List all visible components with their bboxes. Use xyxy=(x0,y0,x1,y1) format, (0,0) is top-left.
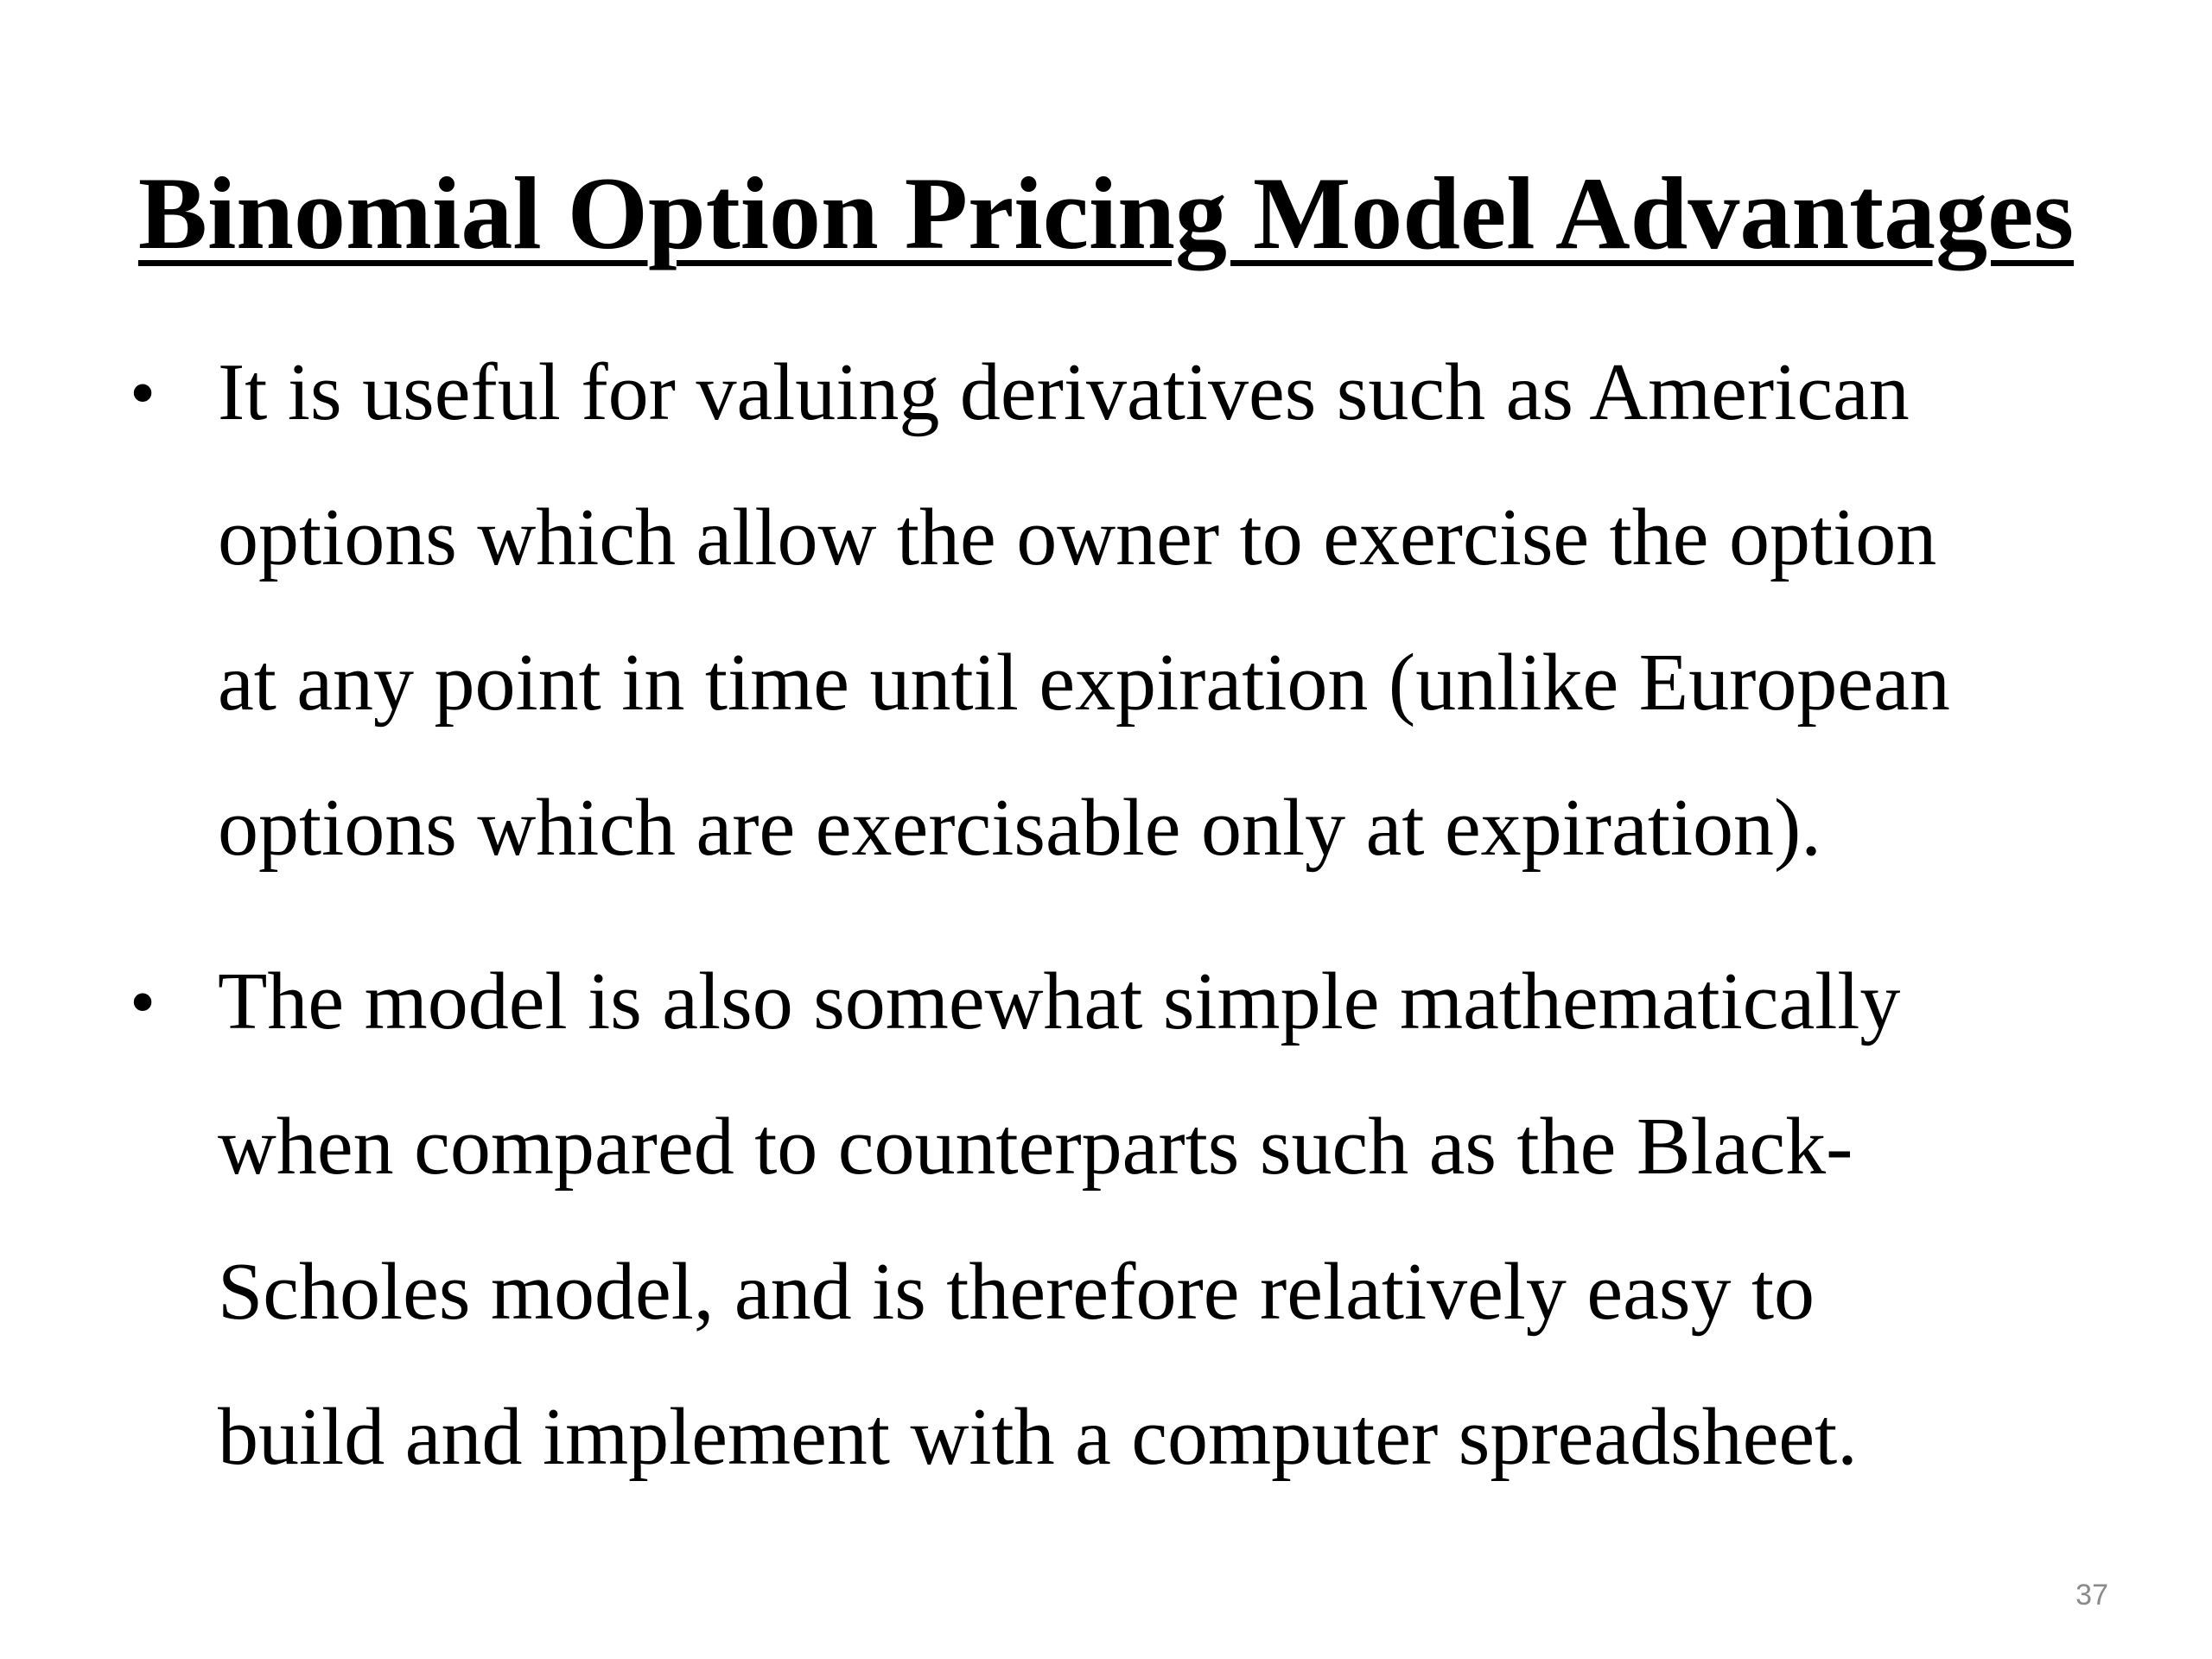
bullet-text-line: The model is also somewhat simple mathematically xyxy=(218,957,1901,1046)
slide-title xyxy=(0,157,2212,270)
bullet-text-line: when compared to counterparts such as the Black- xyxy=(218,1102,1853,1192)
bullet-text-line: at any point in time until expiration (unlike European xyxy=(218,638,1950,728)
page-number: 37 xyxy=(2075,1579,2108,1611)
bullet-marker: • xyxy=(130,960,156,1043)
bullet-text-line: options which are exercisable only at expiration). xyxy=(218,783,1821,873)
bullet-text-line: It is useful for valuing derivatives such as American xyxy=(218,347,1910,437)
bullet-text-line: build and implement with a computer spreadsheet. xyxy=(218,1392,1858,1482)
bullet-text-line: options which allow the owner to exercise the option xyxy=(218,493,1937,582)
bullet-text-line: Scholes model, and is therefore relatively easy to xyxy=(218,1247,1815,1337)
slide-title-text: Binomial Option Pricing Model Advantages xyxy=(137,156,2075,270)
bullet-marker: • xyxy=(130,351,156,434)
